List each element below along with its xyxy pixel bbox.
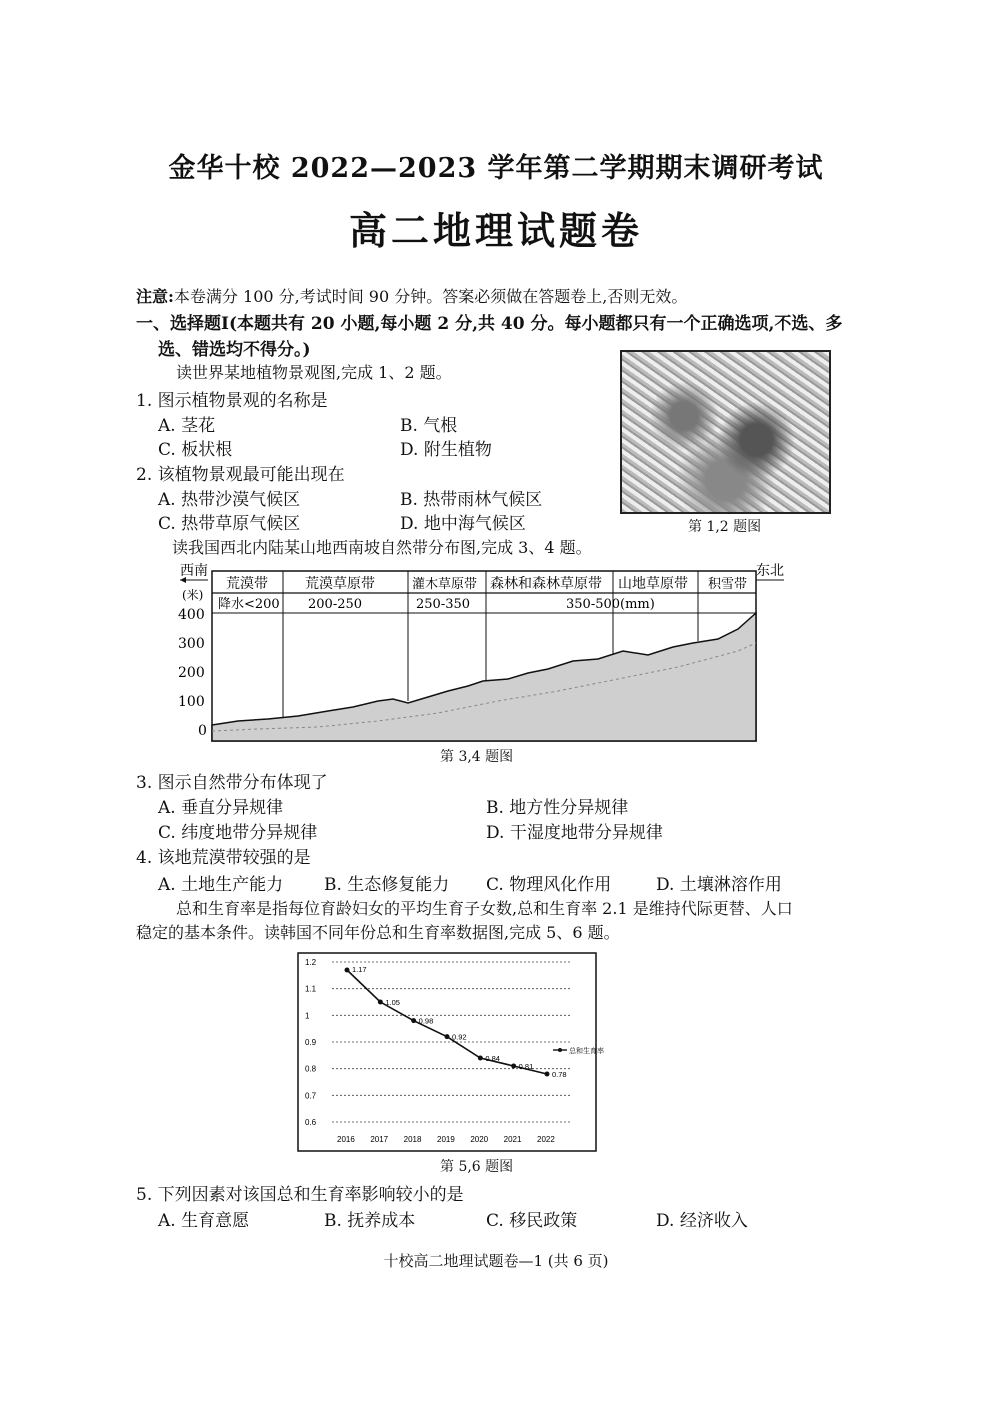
q5-option-c: C. 移民政策 bbox=[486, 1211, 578, 1231]
data-point bbox=[511, 1064, 516, 1069]
x-tick-label: 2020 bbox=[470, 1135, 489, 1144]
q34-intro: 读我国西北内陆某山地西南坡自然带分布图,完成 3、4 题。 bbox=[172, 538, 592, 557]
belt-desert-steppe: 荒漠草原带 bbox=[305, 576, 375, 592]
q3-option-d: D. 干湿度地带分异规律 bbox=[486, 823, 663, 843]
y-tick-label: 1.1 bbox=[305, 984, 317, 994]
data-point bbox=[411, 1018, 416, 1023]
q5-option-d: D. 经济收入 bbox=[656, 1211, 748, 1231]
belt-shrub-steppe: 灌木草原带 bbox=[412, 577, 478, 592]
paper-title: 高二地理试题卷 bbox=[348, 208, 643, 253]
q5-option-a: A. 生育意愿 bbox=[158, 1211, 250, 1231]
q3-option-b: B. 地方性分异规律 bbox=[486, 798, 629, 818]
x-tick-label: 2019 bbox=[437, 1135, 455, 1144]
y-tick-label: 1 bbox=[305, 1011, 310, 1021]
section-heading-line1: 一、选择题Ⅰ(本题共有 20 小题,每小题 2 分,共 40 分。每小题都只有一个正确选项,不选、多 bbox=[136, 314, 843, 334]
q4-option-d: D. 土壤淋溶作用 bbox=[656, 875, 782, 895]
q2-option-d: D. 地中海气候区 bbox=[400, 514, 526, 534]
belt-mountain-steppe: 山地草原带 bbox=[618, 576, 688, 592]
page-footer: 十校高二地理试题卷—1 (共 6 页) bbox=[383, 1252, 609, 1270]
plant-landscape-photo bbox=[620, 350, 831, 514]
q12-intro: 读世界某地植物景观图,完成 1、2 题。 bbox=[176, 363, 452, 382]
y-tick-label: 0.8 bbox=[305, 1064, 317, 1074]
q2-stem: 2. 该植物景观最可能出现在 bbox=[136, 465, 345, 485]
data-point bbox=[478, 1056, 483, 1061]
fertility-rate-chart bbox=[297, 952, 604, 1152]
precip-desert: 降水<200 bbox=[218, 597, 280, 612]
precip-shrub: 250-350 bbox=[416, 597, 471, 612]
y-tick-0: 0 bbox=[198, 723, 207, 739]
q1-option-c: C. 板状根 bbox=[158, 440, 233, 460]
q4-stem: 4. 该地荒漠带较强的是 bbox=[136, 848, 311, 868]
q1-option-a: A. 茎花 bbox=[158, 416, 216, 436]
q56-intro-line1: 总和生育率是指每位育龄妇女的平均生育子女数,总和生育率 2.1 是维持代际更替、人口 bbox=[176, 899, 793, 918]
y-unit: (米) bbox=[182, 588, 204, 602]
x-tick-label: 2017 bbox=[370, 1135, 389, 1144]
q12-figure-caption: 第 1,2 题图 bbox=[688, 519, 762, 535]
dir-northeast: 东北 bbox=[756, 563, 784, 579]
exam-title: 金华十校 2022—2023 学年第二学期期末调研考试 bbox=[168, 153, 824, 184]
q4-option-a: A. 土地生产能力 bbox=[158, 875, 284, 895]
section-heading-line2: 选、错选均不得分。) bbox=[158, 340, 311, 360]
q3-option-c: C. 纬度地带分异规律 bbox=[158, 823, 318, 843]
y-tick-400: 400 bbox=[178, 607, 205, 623]
precip-desert-steppe: 200-250 bbox=[308, 597, 363, 612]
terrain-profile bbox=[212, 613, 756, 741]
belt-forest: 森林和森林草原带 bbox=[490, 576, 602, 592]
notice-text: 本卷满分 100 分,考试时间 90 分钟。答案必须做在答题卷上,否则无效。 bbox=[173, 287, 688, 306]
natural-belt-profile bbox=[178, 561, 788, 746]
data-point bbox=[445, 1034, 450, 1039]
q5-stem: 5. 下列因素对该国总和生育率影响较小的是 bbox=[136, 1185, 464, 1205]
q2-option-a: A. 热带沙漠气候区 bbox=[158, 490, 301, 510]
x-tick-label: 2021 bbox=[503, 1135, 522, 1144]
q56-figure-caption: 第 5,6 题图 bbox=[440, 1159, 514, 1175]
legend-label: 总和生育率 bbox=[569, 1048, 604, 1055]
data-point bbox=[345, 968, 350, 973]
data-point bbox=[545, 1072, 550, 1077]
y-tick-100: 100 bbox=[178, 694, 205, 710]
data-label: 1.17 bbox=[352, 965, 367, 974]
belt-desert: 荒漠带 bbox=[226, 576, 268, 592]
q3-option-a: A. 垂直分异规律 bbox=[158, 798, 284, 818]
q34-figure-caption: 第 3,4 题图 bbox=[440, 749, 514, 765]
q5-option-b: B. 抚养成本 bbox=[324, 1211, 416, 1231]
belt-snow: 积雪带 bbox=[708, 577, 748, 592]
q1-option-d: D. 附生植物 bbox=[400, 440, 492, 460]
data-label: 0.78 bbox=[552, 1070, 567, 1079]
q3-stem: 3. 图示自然带分布体现了 bbox=[136, 773, 328, 793]
legend-marker bbox=[558, 1048, 562, 1052]
x-tick-label: 2016 bbox=[337, 1135, 355, 1144]
y-tick-300: 300 bbox=[178, 636, 205, 652]
x-tick-label: 2018 bbox=[403, 1135, 422, 1144]
data-label: 0.81 bbox=[518, 1062, 534, 1071]
precip-upper: 350-500(mm) bbox=[566, 597, 655, 612]
data-point bbox=[378, 1000, 383, 1005]
y-tick-200: 200 bbox=[178, 665, 205, 681]
q1-stem: 1. 图示植物景观的名称是 bbox=[136, 391, 328, 411]
data-label: 1.05 bbox=[385, 998, 400, 1007]
y-tick-label: 0.7 bbox=[305, 1091, 317, 1101]
q56-intro-line2: 稳定的基本条件。读韩国不同年份总和生育率数据图,完成 5、6 题。 bbox=[136, 923, 620, 942]
data-label: 0.92 bbox=[452, 1032, 467, 1042]
y-tick-label: 1.2 bbox=[305, 958, 317, 967]
data-label: 0.98 bbox=[418, 1016, 434, 1026]
q4-option-b: B. 生态修复能力 bbox=[324, 875, 450, 895]
q2-option-c: C. 热带草原气候区 bbox=[158, 514, 301, 534]
q1-option-b: B. 气根 bbox=[400, 416, 458, 436]
dir-southwest: 西南 bbox=[180, 563, 208, 579]
x-tick-label: 2022 bbox=[537, 1135, 555, 1144]
q2-option-b: B. 热带雨林气候区 bbox=[400, 490, 543, 510]
notice-label: 注意: bbox=[136, 287, 174, 306]
q4-option-c: C. 物理风化作用 bbox=[486, 875, 612, 895]
y-tick-label: 0.9 bbox=[305, 1038, 317, 1047]
y-tick-label: 0.6 bbox=[305, 1118, 317, 1127]
data-label: 0.84 bbox=[485, 1054, 500, 1063]
notice-line bbox=[136, 284, 687, 307]
